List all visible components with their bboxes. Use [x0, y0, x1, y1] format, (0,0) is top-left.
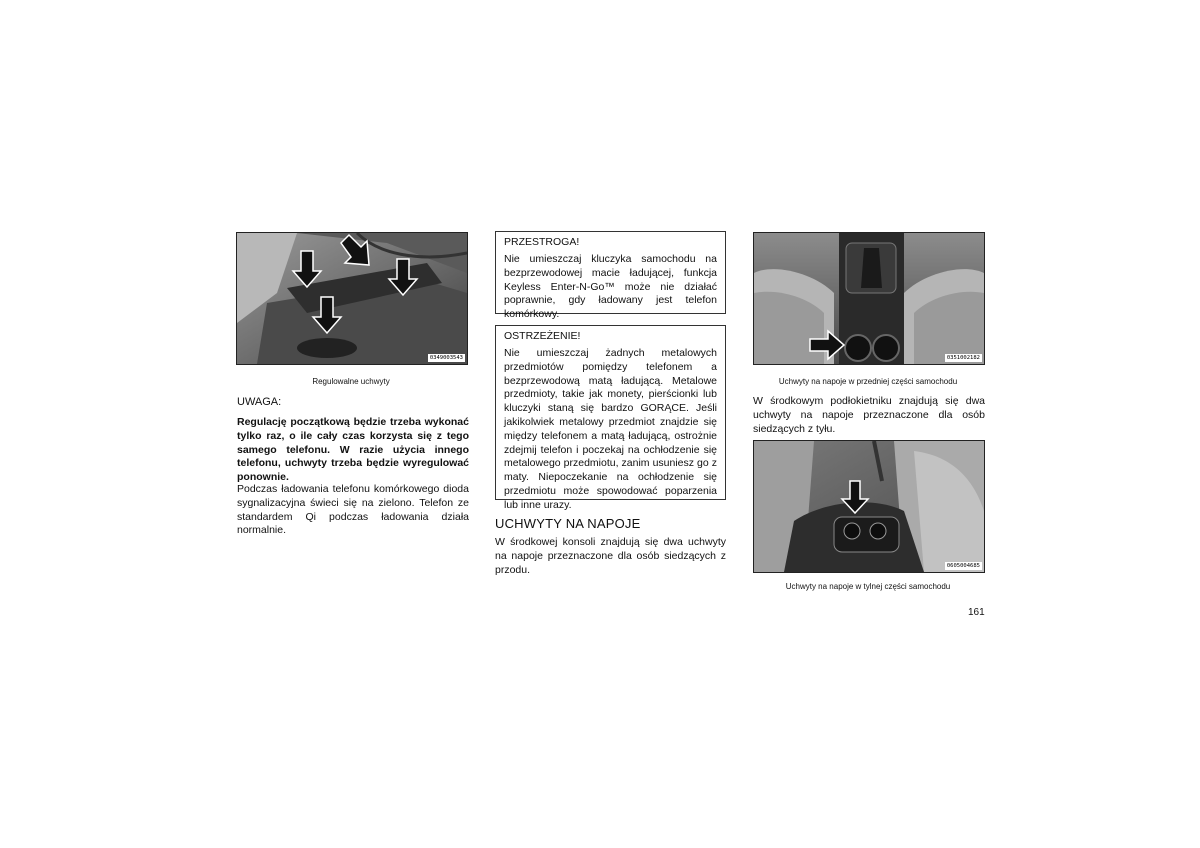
page-number: 161: [968, 607, 985, 618]
figure-caption: Regulowalne uchwyty: [312, 377, 390, 386]
caution-title: PRZESTROGA!: [504, 236, 580, 248]
note-bold-paragraph: Regulację początkową będzie trzeba wykonać tylko raz, o ile cały czas korzysta się z tego samego telefonu. W razie użycia innego telefonu, uchwyty trzeba będzie wyregulować ponownie.: [237, 416, 469, 484]
caution-text: Nie umieszczaj kluczyka samochodu na bezprzewodowej macie ładującej, funkcja Keyless Enter-N-Go™ może nie działać poprawnie, gdy ładowany jest telefon komórkowy.: [504, 253, 717, 321]
warning-title: OSTRZEŻENIE!: [504, 330, 581, 342]
image-code: 0351002182: [946, 355, 980, 361]
caution-box: [495, 231, 726, 321]
warning-box: [495, 325, 726, 511]
warning-text: Nie umieszczaj żadnych metalowych przedmiotów pomiędzy telefonem a bezprzewodową matą ładującą. Metalowe przedmioty, takie jak monety, pierścionki lub kluczyki staną się bardzo GORĄCE. Jeśli jakikolwiek metalowy przedmiot znajdzie się między telefonem a matą ładującą, ostrożnie zdejmij telefon i poczekaj na ochłodzenie się metalowego przedmiotu, zanim usuniesz go z maty. Niepoczekanie na ochłodzenie się przedmiotu może spowodować poparzenia lub inne urazy.: [504, 347, 717, 511]
adjustable-holders-photo: [236, 232, 468, 365]
note-paragraph: Podczas ładowania telefonu komórkowego dioda sygnalizacyjna świeci się na zielono. Telefon ze standardem Qi podczas ładowania działa normalnie.: [237, 483, 469, 537]
rear-cupholders-paragraph: W środkowym podłokietniku znajdują się dwa uchwyty na napoje przeznaczone dla osób siedzących z tyłu.: [753, 395, 985, 435]
front-caption: Uchwyty na napoje w przedniej części samochodu: [778, 377, 958, 386]
image-code: 0349003543: [429, 355, 463, 361]
front-cupholders-photo: [753, 232, 985, 365]
image-code: 0605004685: [946, 563, 980, 569]
cupholders-paragraph: W środkowej konsoli znajdują się dwa uchwyty na napoje przeznaczone dla osób siedzących z przodu.: [495, 536, 726, 576]
section-heading: UCHWYTY NA NAPOJE: [495, 516, 641, 531]
rear-cupholders-photo: [753, 440, 985, 573]
note-heading: UWAGA:: [237, 396, 282, 408]
rear-caption: Uchwyty na napoje w tylnej części samochodu: [785, 582, 951, 591]
